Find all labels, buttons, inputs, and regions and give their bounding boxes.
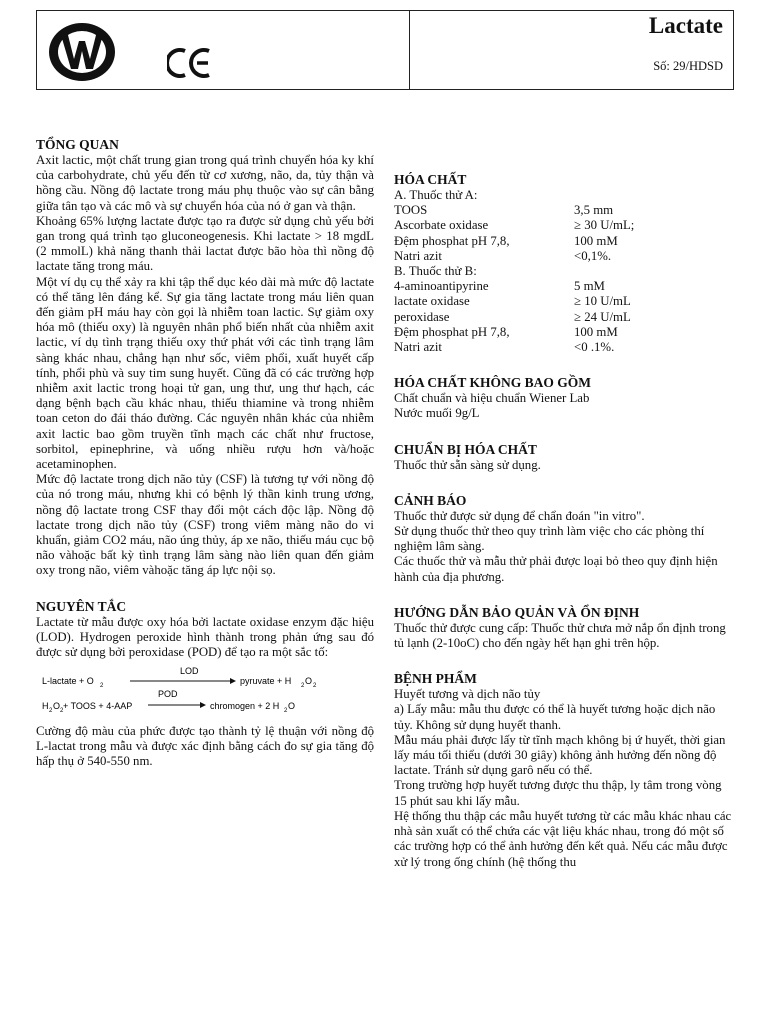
right-column: [394, 172, 736, 870]
eq2-right: chromogen + 2 H: [210, 701, 280, 712]
eq1-left: L-lactate + O: [42, 676, 94, 687]
text-line: Mẫu máu phải được lấy từ tĩnh mạch không bị ứ huyết, thời gian lấy máu tối thiểu (dưới 30 giây) không ảnh hưởng đến nồng độ lactate. Tránh sử dụng garô nếu có thể.: [394, 732, 726, 778]
text-line: Nước muối 9g/L: [394, 406, 480, 421]
text-line: a) Lấy mẫu: mẫu thu được có thể là huyết tương hoặc dịch não tủy. Không sử dụng huyết thanh.: [394, 702, 716, 732]
reaction-equations: [40, 666, 374, 719]
reagent-row: Đệm phosphat pH 7,8, 100 mM: [394, 233, 618, 248]
eq2-h: H: [42, 701, 49, 712]
text-line: Thuốc thử sẵn sàng sử dụng.: [394, 457, 541, 472]
eq1-sub: 2: [301, 683, 305, 690]
paragraph: Axit lactic, một chất trung gian trong quá trình chuyển hóa ky khí của carbohydrate, chủ yếu đến từ cơ xương, não, da, tủy thận và hồng cầu. Nồng độ lactate trong máu phụ thuộc vào sự cân bằng giữa tân tạo và các mô và sự chuyển hóa của nó ở gan và thận.: [36, 153, 374, 213]
paragraph: Một ví dụ cụ thể xảy ra khi tập thể dục kéo dài mà mức độ lactate có thể tăng lên đáng kể. Sự gia tăng lactate trong máu liên quan đến giảm pH máu hay còn gọi là nhiễm toan lactic. Sự giảm oxy hóa mô (thiếu oxy) là nguyên nhân phổ biến nhất của nhiễm axit lactic, ví dụ tình trạng thiếu oxy thứ phát với các tình trạng lâm sàng khác nhau, chẳng hạn như sốc, viêm phổi, xuất huyết cấp tính, phổi phù và suy tim sung huyết. Cũng đã có các trường hợp nhiễm axit lactic trong hoại tử gan, ung thư, ung thư hạch, các dạng bệnh bạch cầu khác nhau, thiếu thiamine và trong nhiễm toan ceton do đái tháo đường. Các nguyên nhân khác của nhiễm axit lactic bao gồm truyền tĩnh mạch các chất như fructose, sorbitol, epinephrine, và uống nhiều rượu hơn và/hoặc acetaminophen.: [36, 274, 374, 472]
section-heading-chuan-bi: CHUẨN BỊ HÓA CHẤT: [394, 441, 537, 457]
text-line: Hệ thống thu thập các mẫu huyết tương từ các mẫu khác nhau các nhà sản xuất có thể chứa các vật liệu khác nhau, trong đó một số các trường hợp có thể ảnh hưởng đến kết quả. Nếu các mẫu được xử lý trong ống chính (hệ thống thu: [394, 808, 732, 869]
section-heading-nguyen-tac: NGUYÊN TẮC: [36, 598, 127, 614]
reaction-diagram: [40, 666, 360, 714]
reagent-b-title: B. Thuốc thử B:: [394, 264, 477, 279]
enzyme-pod-label: POD: [158, 689, 178, 700]
eq2-o: O: [53, 701, 61, 712]
document-title: Lactate: [648, 13, 723, 38]
paragraph: Mức độ lactate trong dịch não tủy (CSF) là tương tự với nồng độ của nó trong máu, nhưng khi có bệnh lý thần kinh trung ương, nồng độ lactate trong CSF thay đổi một cách độc lập. Nồng độ lactate trong dịch não tủy (CSF) trong viêm màng não do vi khuẩn, giảm CO2 máu, não úng thủy, áp xe não, thiếu máu cục bộ não vàhoặc bất kỳ tình trạng lâm sàng nào liên quan đến giảm oxy trong não, viêm vàhoặc tăng áp lực nội sọ.: [36, 472, 374, 578]
reagent-row: TOOS 3,5 mm: [394, 203, 614, 218]
text-line: Trong trường hợp huyết tương được thu thập, ly tâm trong vòng 15 phút sau khi lấy mẫu.: [394, 778, 722, 808]
section-heading-tong-quan: TỔNG QUAN: [36, 137, 119, 152]
header-logo-cell: [37, 11, 410, 89]
document-number: Số: 29/HDSD: [653, 59, 723, 73]
enzyme-lod-label: LOD: [180, 666, 199, 677]
eq2-sub: 2: [60, 708, 64, 715]
section-heading-bao-quan: HƯỚNG DẪN BẢO QUẢN VÀ ỔN ĐỊNH: [394, 604, 640, 620]
eq1-sub: 2: [313, 683, 317, 690]
ce-mark-icon: [167, 47, 213, 79]
reagent-row: Ascorbate oxidase ≥ 30 U/mL;: [394, 218, 635, 233]
header-title-cell: [409, 11, 733, 89]
text-line: Chất chuẩn và hiệu chuẩn Wiener Lab: [394, 391, 590, 406]
eq2-sub: 2: [49, 708, 53, 715]
reagent-a-title: A. Thuốc thử A:: [394, 188, 478, 202]
text-line: Các thuốc thử và mẫu thử phải được loại bỏ theo quy định hiện hành của địa phương.: [394, 554, 718, 584]
eq1-o: O: [305, 676, 313, 687]
section-heading-benh-pham: BỆNH PHẨM: [394, 671, 477, 687]
document-header: [36, 10, 734, 90]
text-line: Thuốc thử được sử dụng để chẩn đoán "in vitro".: [394, 508, 645, 523]
reagent-row: lactate oxidase ≥ 10 U/mL: [394, 294, 631, 309]
eq2-left: + TOOS + 4-AAP: [63, 701, 133, 712]
reagent-row: Natri azit <0 .1%.: [394, 340, 615, 355]
paragraph: Cường độ màu của phức được tạo thành tỷ lệ thuận với nồng độ L-lactat trong mẫu và được xác định bằng cách đo sự gia tăng độ hấp thụ ở 540-550 nm.: [36, 723, 374, 768]
eq1-right: pyruvate + H: [240, 676, 292, 687]
reagent-row: Đệm phosphat pH 7,8, 100 mM: [394, 324, 618, 339]
section-heading-hoa-chat-khong: HÓA CHẤT KHÔNG BAO GỒM: [394, 375, 592, 391]
reagent-row: peroxidase ≥ 24 U/mL: [394, 309, 631, 324]
eq2-sub: 2: [284, 708, 288, 715]
reagent-row: Natri azit <0,1%.: [394, 248, 612, 263]
paragraph: Lactate từ mẫu được oxy hóa bởi lactate oxidase enzym đặc hiệu (LOD). Hydrogen peroxide hình thành trong phản ứng sau đó được sử dụng bởi peroxidase (POD) để tạo ra một sắc tố:: [36, 614, 374, 660]
eq1-sub: 2: [100, 683, 104, 690]
text-line: Huyết tương và dịch não tủy: [394, 687, 541, 702]
wiener-lab-logo-icon: [47, 21, 117, 83]
text-line: Thuốc thử được cung cấp: Thuốc thử chưa mở nắp ổn định trong tủ lạnh (2-10oC) cho đến ngày hết hạn ghi trên hộp.: [394, 620, 726, 651]
left-column: [36, 137, 374, 769]
paragraph: Khoảng 65% lượng lactate được tạo ra được sử dụng chủ yếu bởi gan trong quá trình tạo gluconeogenesis. Khi lactate > 18 mgdL (2 mmolL) khả năng thanh thải lactat được bão hòa thì nồng độ lactate tăng trong máu.: [36, 213, 374, 274]
eq2-o2: O: [288, 701, 296, 712]
section-heading-canh-bao: CẢNH BÁO: [394, 492, 467, 508]
section-heading-hoa-chat: HÓA CHẤT: [394, 172, 467, 187]
text-line: Sử dụng thuốc thử theo quy trình làm việc cho các phòng thí nghiệm lâm sàng.: [394, 524, 705, 554]
reagent-row: 4-aminoantipyrine 5 mM: [394, 279, 605, 294]
